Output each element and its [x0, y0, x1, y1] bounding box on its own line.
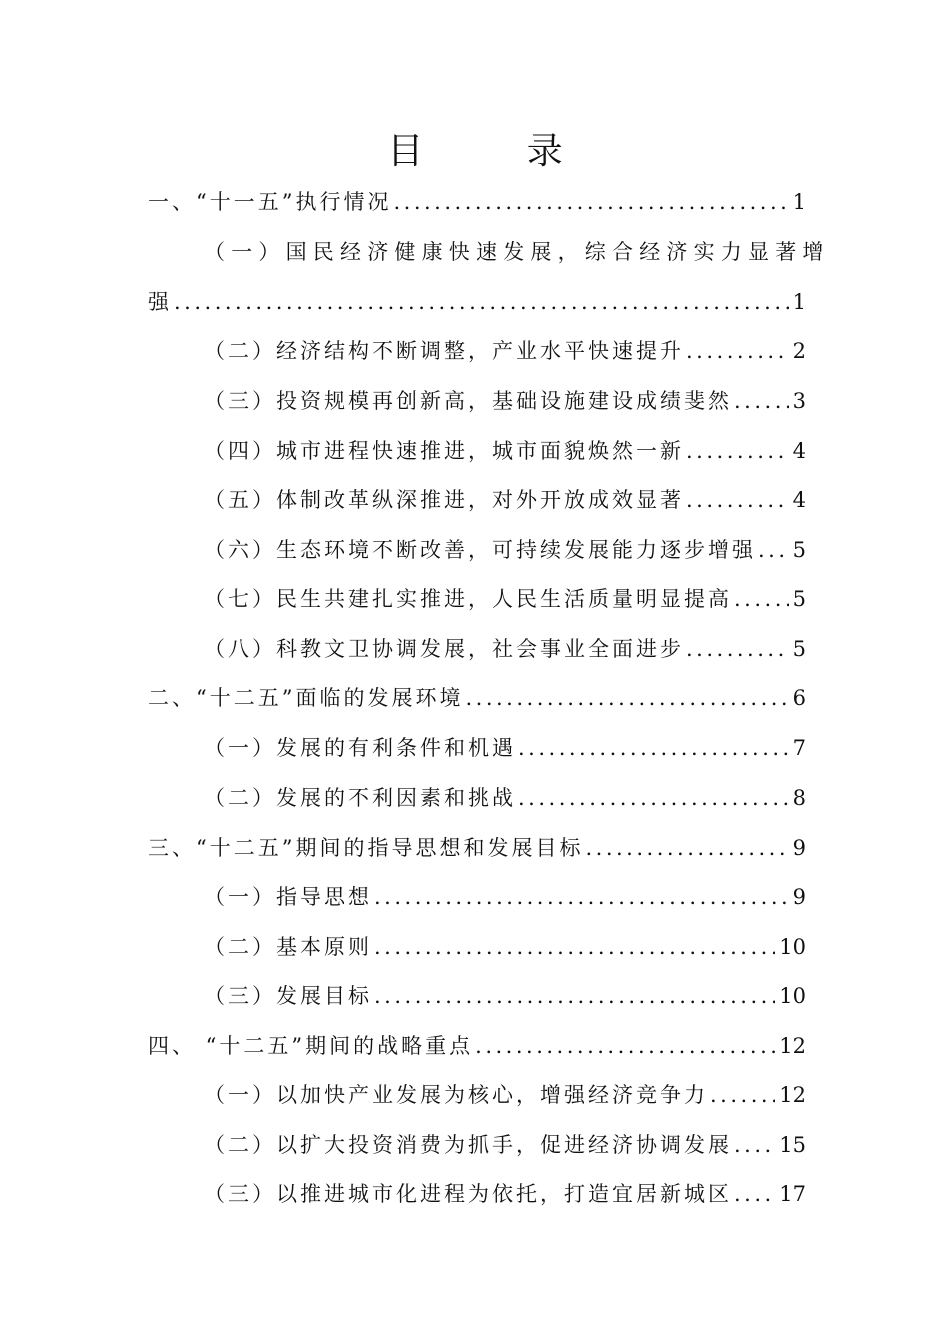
toc-entry[interactable] [204, 532, 806, 568]
toc-entry-label: 四、 “十二五”期间的战略重点 [148, 1034, 474, 1058]
toc-entry[interactable] [204, 631, 806, 667]
toc-entry-page: 8 [792, 786, 806, 810]
toc-entry[interactable] [204, 333, 806, 369]
toc-entry[interactable] [148, 830, 806, 866]
toc-entry-page: 9 [792, 885, 806, 909]
toc-leader-dots [518, 730, 789, 766]
toc-leader-dots [710, 1077, 775, 1113]
page-title: 目 录 [387, 131, 609, 172]
toc-entry[interactable] [204, 581, 806, 617]
toc-entry-page: 15 [779, 1133, 806, 1157]
toc-entry-label: （六）生态环境不断改善，可持续发展能力逐步增强 [204, 538, 756, 562]
toc-entry[interactable] [204, 234, 830, 270]
toc-entry-label: 强 [148, 290, 172, 314]
toc-entry[interactable] [204, 1077, 806, 1113]
toc-leader-dots [393, 184, 788, 220]
toc-leader-dots [518, 780, 789, 816]
toc-leader-dots [686, 333, 789, 369]
toc-entry-page: 5 [792, 637, 806, 661]
toc-entry-page: 5 [792, 587, 806, 611]
toc-leader-dots [758, 532, 789, 568]
toc-entry-label: （七）民生共建扎实推进，人民生活质量明显提高 [204, 587, 732, 611]
toc-leader-dots [475, 1028, 775, 1064]
toc-entry-page: 4 [792, 439, 806, 463]
toc-entry[interactable] [204, 1176, 806, 1212]
toc-entry-page: 10 [779, 984, 806, 1008]
toc-entry[interactable] [204, 383, 806, 419]
toc-entry-page: 12 [779, 1034, 806, 1058]
toc-leader-dots [174, 284, 789, 320]
toc-entry-label: （二）发展的不利因素和挑战 [204, 786, 516, 810]
toc-entry-label: （三）以推进城市化进程为依托，打造宜居新城区 [204, 1182, 732, 1206]
toc-entry-page: 17 [779, 1182, 806, 1206]
toc-entry[interactable] [204, 482, 806, 518]
toc-leader-dots [465, 680, 788, 716]
toc-entry-label: （一）指导思想 [204, 885, 372, 909]
toc-leader-dots [734, 581, 789, 617]
toc-entry-page: 9 [792, 836, 806, 860]
toc-entry[interactable] [148, 680, 806, 716]
toc-leader-dots [734, 383, 789, 419]
toc-entry-page: 1 [792, 290, 806, 314]
toc-entry-label: （二）基本原则 [204, 935, 372, 959]
toc-entry-page: 2 [792, 339, 806, 363]
toc-entry[interactable] [204, 929, 806, 965]
toc-entry-page: 5 [792, 538, 806, 562]
toc-entry-label: （二）经济结构不断调整，产业水平快速提升 [204, 339, 684, 363]
toc-entry-label: （四）城市进程快速推进，城市面貌焕然一新 [204, 439, 684, 463]
toc-entry[interactable] [204, 1127, 806, 1163]
toc-entry[interactable] [204, 433, 806, 469]
toc-leader-dots [686, 482, 789, 518]
toc-entry-page: 6 [792, 686, 806, 710]
toc-entry-label: （一）以加快产业发展为核心，增强经济竞争力 [204, 1083, 708, 1107]
toc-leader-dots [734, 1176, 775, 1212]
toc-entry-label: （一）国民经济健康快速发展，综合经济实力显著增 [204, 240, 830, 264]
toc-entry[interactable] [204, 780, 806, 816]
toc-leader-dots [734, 1127, 775, 1163]
toc-entry[interactable] [204, 978, 806, 1014]
toc-entry-continuation[interactable] [148, 284, 806, 320]
toc-entry-label: （二）以扩大投资消费为抓手，促进经济协调发展 [204, 1133, 732, 1157]
toc-entry[interactable] [204, 730, 806, 766]
toc-entry-page: 10 [779, 935, 806, 959]
toc-entry-page: 3 [792, 389, 806, 413]
toc-entry-page: 7 [792, 736, 806, 760]
toc-entry[interactable] [148, 1028, 806, 1064]
toc-leader-dots [686, 631, 789, 667]
toc-entry-label: （八）科教文卫协调发展，社会事业全面进步 [204, 637, 684, 661]
toc-leader-dots [374, 978, 775, 1014]
toc-entry-page: 1 [792, 190, 806, 214]
toc-leader-dots [686, 433, 789, 469]
toc-entry-label: （一）发展的有利条件和机遇 [204, 736, 516, 760]
toc-entry[interactable] [204, 879, 806, 915]
toc-leader-dots [374, 879, 789, 915]
toc-entry-label: 一、“十一五”执行情况 [148, 190, 392, 214]
toc-entry-label: （五）体制改革纵深推进，对外开放成效显著 [204, 488, 684, 512]
toc-entry[interactable] [148, 184, 806, 220]
toc-entry-label: 三、“十二五”期间的指导思想和发展目标 [148, 836, 584, 860]
toc-leader-dots [585, 830, 788, 866]
toc-entry-label: （三）投资规模再创新高，基础设施建设成绩斐然 [204, 389, 732, 413]
toc-entry-label: 二、“十二五”面临的发展环境 [148, 686, 464, 710]
toc-entry-label: （三）发展目标 [204, 984, 372, 1008]
toc-leader-dots [374, 929, 775, 965]
toc-entry-page: 4 [792, 488, 806, 512]
toc-entry-page: 12 [779, 1083, 806, 1107]
